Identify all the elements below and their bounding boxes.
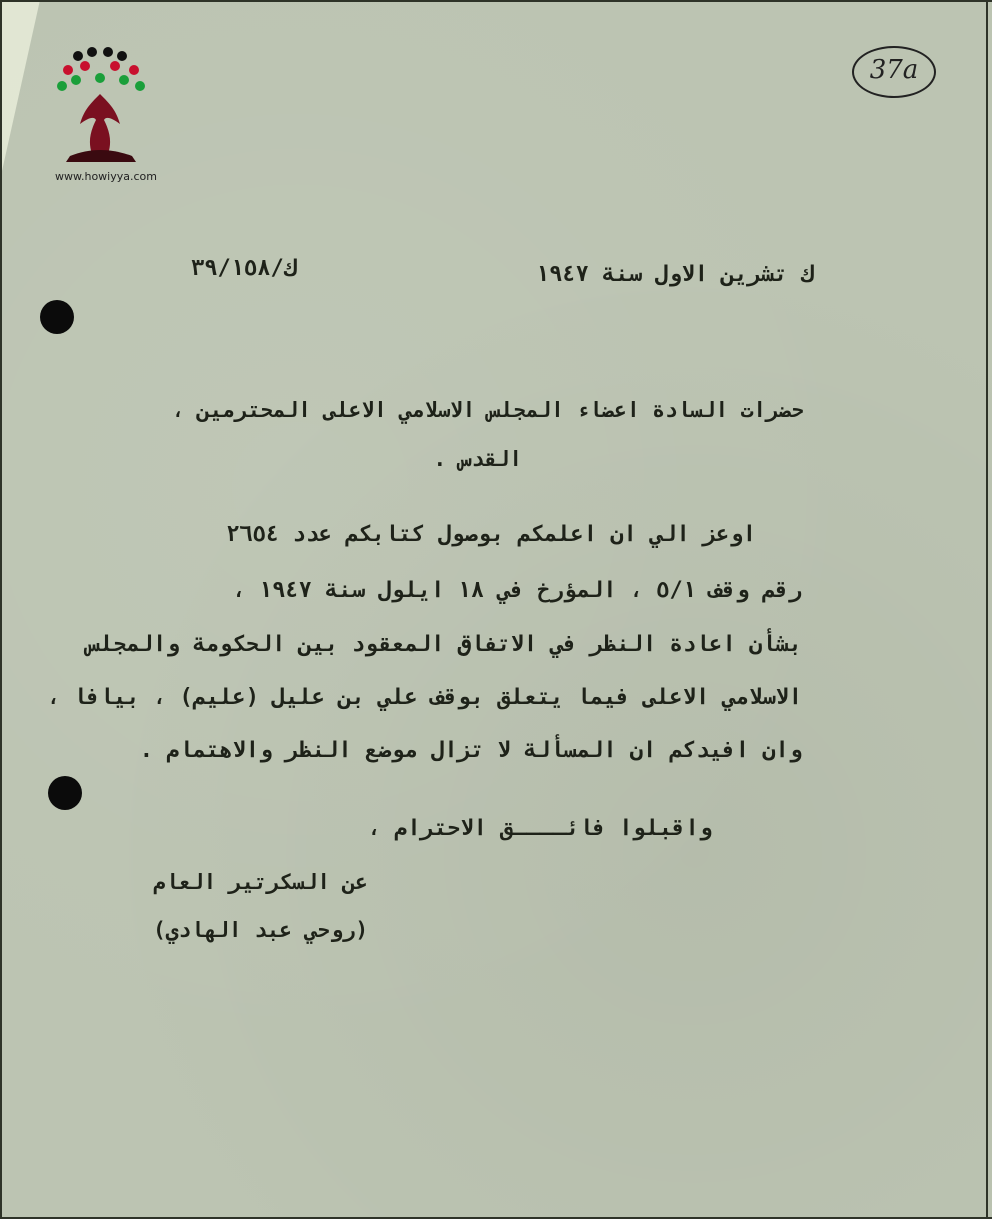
- addressee-line: حضرات السادة اعضاء المجلس الاسلامي الاعلى المحترمين ،: [171, 398, 804, 422]
- watermark-url: www.howiyya.com: [55, 170, 157, 183]
- body-line-5: وان افيدكم ان المسألة لا تزال موضع النظر والاهتمام .: [139, 738, 802, 763]
- page-border-right: [986, 0, 988, 1219]
- addressee-city: القدس .: [433, 447, 522, 471]
- signature-name: (روحي عبد الهادي): [153, 918, 368, 942]
- page-border-left: [0, 0, 2, 1219]
- signature-title: عن السكرتير العام: [153, 870, 368, 894]
- body-line-3: بشأن اعادة النظر في الاتفاق المعقود بين الحكومة والمجلس: [86, 632, 802, 657]
- archive-page-number: 37a: [852, 46, 936, 98]
- punch-hole-lower: [48, 776, 82, 810]
- closing-line: واقبلوا فائــــق الاحترام ،: [367, 816, 712, 841]
- reference-number: ك/٣٩/١٥٨: [191, 256, 297, 281]
- body-line-2: رقم وقف ٥/١ ، المؤرخ في ١٨ ايلول سنة ١٩٤٧ ،: [232, 578, 802, 603]
- punch-hole-upper: [40, 300, 74, 334]
- body-line-1: اوعز الي ان اعلمكم بوصول كتابكم عدد ٢٦٥٤: [226, 522, 756, 547]
- folded-corner: [0, 0, 40, 180]
- body-line-4: الاسلامي الاعلى فيما يتعلق بوقف علي بن عليل (عليم) ، بيافا ،: [47, 685, 802, 710]
- page-border-top: [0, 0, 992, 2]
- letter-date: ك تشرين الاول سنة ١٩٤٧: [535, 262, 814, 287]
